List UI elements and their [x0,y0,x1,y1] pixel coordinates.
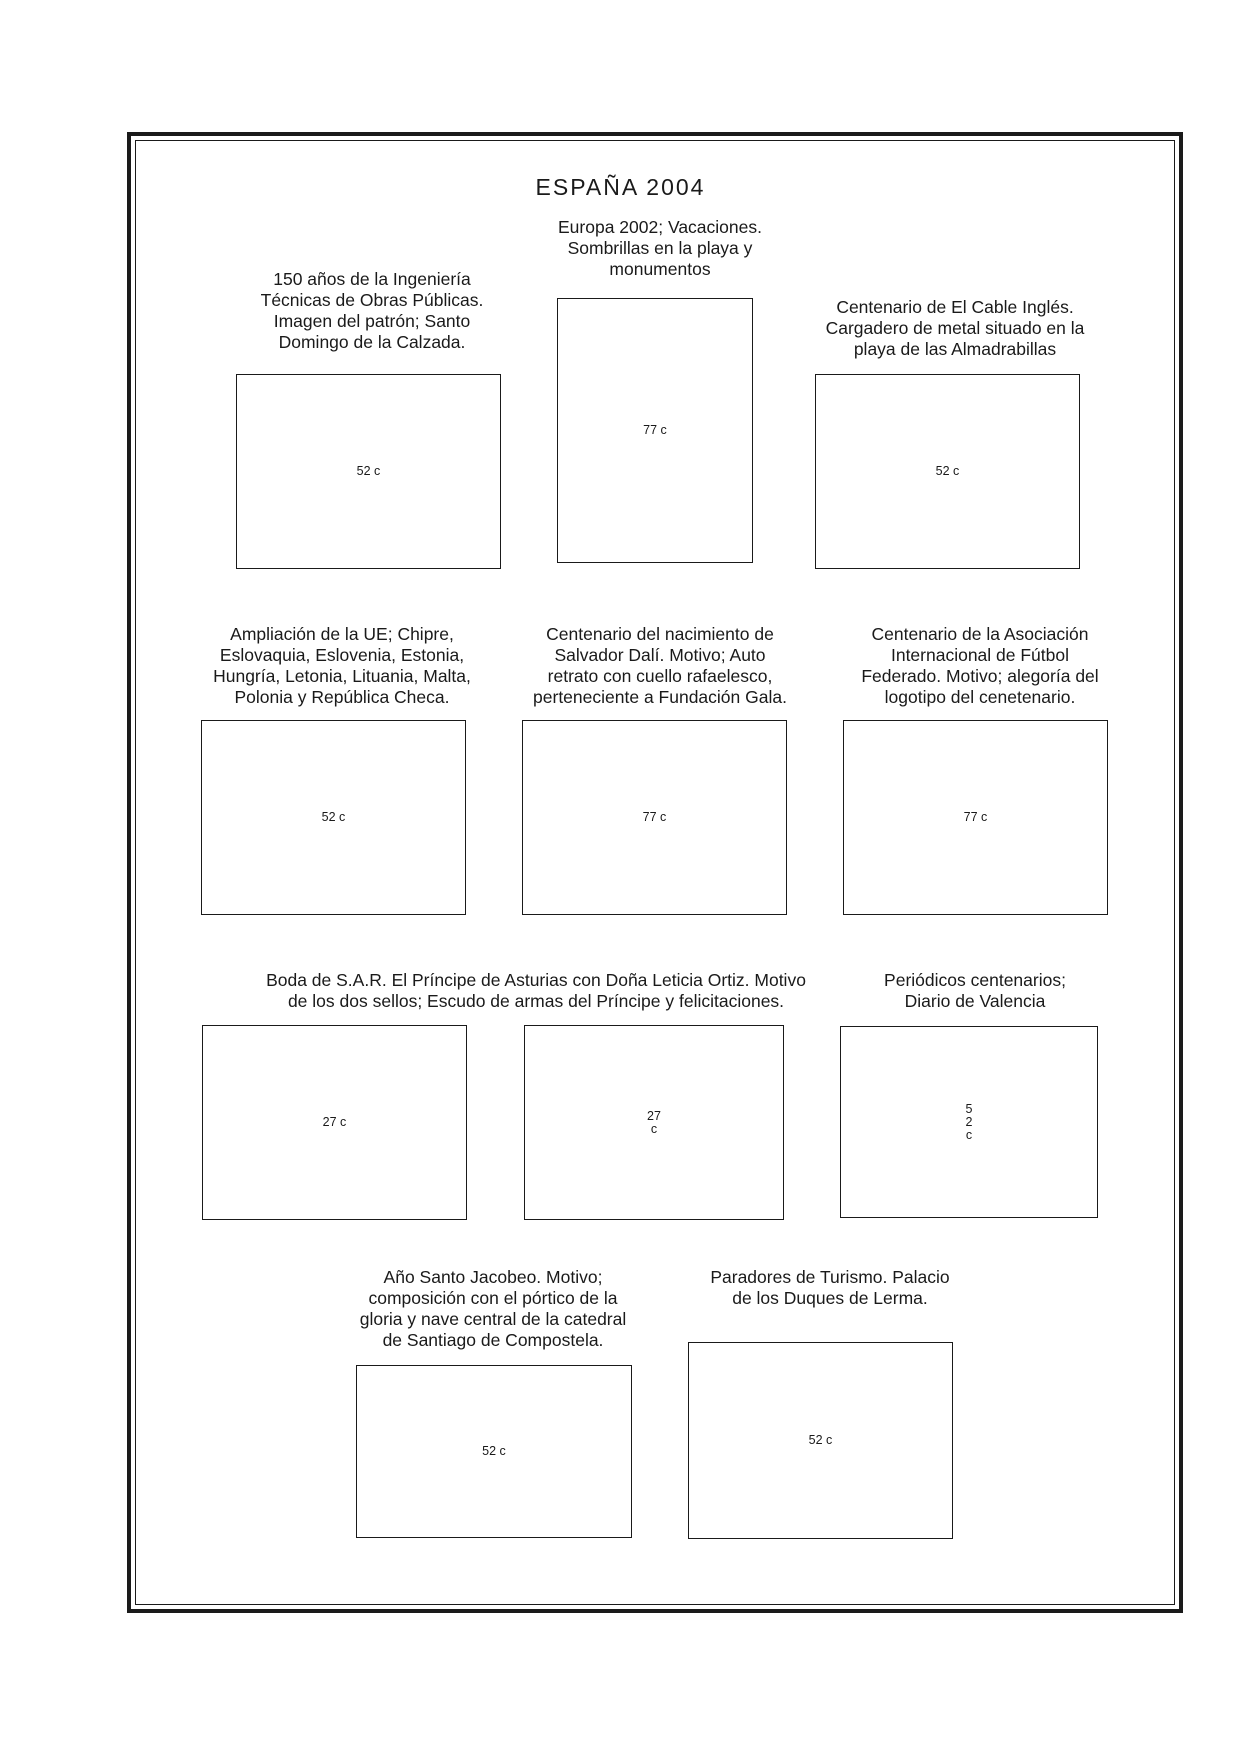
face-value: 52 c [808,1433,833,1447]
stamp-box-dali [522,720,787,915]
stamp-box-boda-1 [202,1025,467,1220]
caption-ampliacion-ue: Ampliación de la UE; Chipre, Eslovaquia, Eslovenia, Estonia, Hungría, Letonia, Lituania, Malta, Polonia y República Checa. [213,624,471,707]
stamp-box-paradores [688,1342,953,1539]
face-value: 52 c [935,464,960,478]
stamp-box-ampliacion-ue [201,720,466,915]
caption-periodicos: Periódicos centenarios; Diario de Valencia [884,970,1066,1011]
caption-dali: Centenario del nacimiento de Salvador Dalí. Motivo; Auto retrato con cuello rafaelesco, perteneciente a Fundación Gala. [533,624,787,707]
face-value: 27 c [322,1115,347,1129]
caption-ingenieria: 150 años de la Ingeniería Técnicas de Obras Públicas. Imagen del patrón; Santo Domingo de la Calzada. [260,269,484,352]
caption-cable-ingles: Centenario de El Cable Inglés. Cargadero de metal situado en la playa de las Almadrabillas [825,297,1085,359]
face-value: 52 c [356,464,381,478]
caption-boda: Boda de S.A.R. El Príncipe de Asturias con Doña Leticia Ortiz. Motivo de los dos sellos; Escudo de armas del Príncipe y felicitaciones. [266,970,806,1011]
stamp-box-futbol [843,720,1108,915]
face-value: 52 c [482,1444,506,1458]
face-value: 52 c [321,810,346,824]
stamp-box-cable-ingles [815,374,1080,569]
face-value: 77 c [963,810,988,824]
face-value: 5 2 c [965,1101,973,1142]
caption-paradores: Paradores de Turismo. Palacio de los Duques de Lerma. [710,1267,950,1308]
caption-europa: Europa 2002; Vacaciones. Sombrillas en la playa y monumentos [558,217,762,279]
caption-jacobeo: Año Santo Jacobeo. Motivo; composición con el pórtico de la gloria y nave central de la catedral de Santiago de Compostela. [359,1267,627,1350]
face-value: 77 c [643,423,667,437]
stamp-box-europa [557,298,753,563]
stamp-box-periodicos [840,1026,1098,1218]
caption-futbol: Centenario de la Asociación Internacional de Fútbol Federado. Motivo; alegoría del logotipo del cenetenario. [861,624,1099,707]
stamp-box-ingenieria [236,374,501,569]
face-value: 77 c [642,810,667,824]
stamp-box-boda-2 [524,1025,784,1220]
page-title: ESPAÑA 2004 [535,174,706,200]
stamp-box-jacobeo [356,1365,632,1538]
face-value: 27 c [647,1108,661,1136]
